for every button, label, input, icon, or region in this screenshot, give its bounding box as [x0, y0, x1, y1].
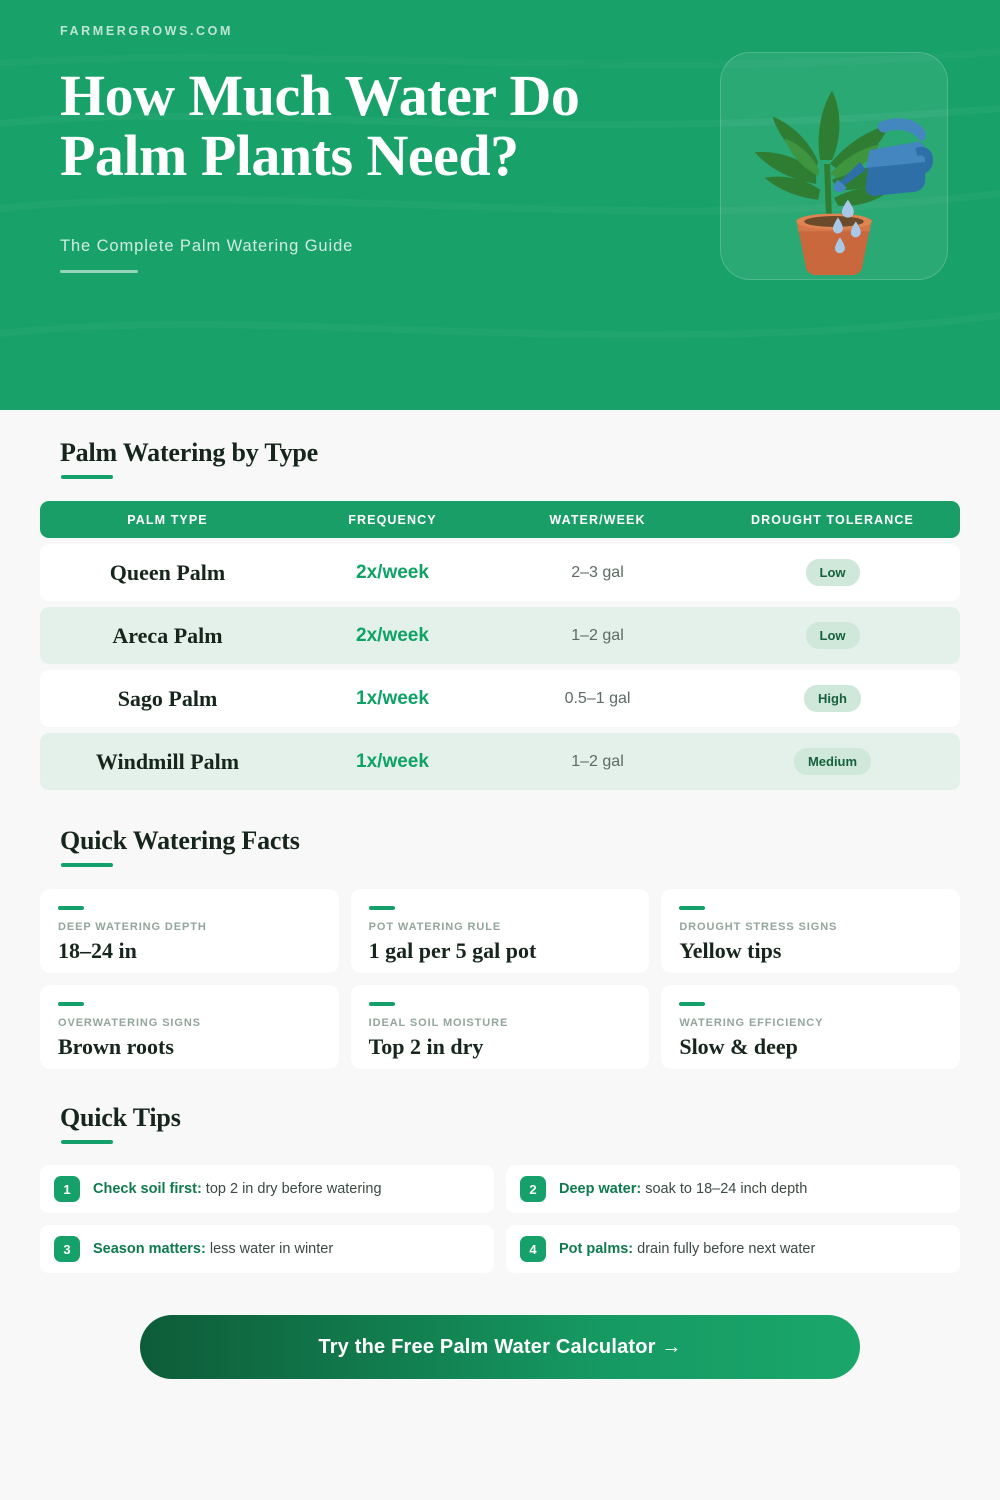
fact-label: DROUGHT STRESS SIGNS	[679, 921, 838, 933]
accent-dash-icon	[679, 906, 705, 910]
potted-palm-with-watering-can-icon	[721, 53, 947, 279]
fact-value: 1 gal per 5 gal pot	[368, 938, 537, 963]
cell-frequency: 1x/week	[356, 750, 429, 772]
cell-frequency: 2x/week	[356, 561, 429, 583]
accent-dash-icon	[58, 1002, 84, 1006]
fact-value: Top 2 in dry	[368, 1034, 484, 1059]
fact-label: POT WATERING RULE	[368, 921, 502, 933]
cell-palm-type: Sago Palm	[117, 685, 218, 711]
tip-title: Season matters:	[93, 1241, 206, 1257]
fact-card	[40, 889, 339, 973]
fact-value: 18–24 in	[58, 938, 137, 963]
hero-section	[0, 0, 1000, 410]
content-body	[0, 410, 1000, 1379]
cell-frequency: 1x/week	[356, 687, 429, 709]
site-name: FARMERGROWS.COM	[60, 24, 234, 38]
table-row	[40, 544, 960, 601]
tip-card	[40, 1225, 494, 1273]
status-badge: Low	[806, 622, 860, 649]
table-row	[40, 670, 960, 727]
table-row	[40, 733, 960, 790]
tip-body: top 2 in dry before watering	[201, 1181, 382, 1197]
cell-palm-type: Windmill Palm	[95, 748, 240, 774]
fact-label: IDEAL SOIL MOISTURE	[368, 1017, 509, 1029]
hero-underline	[60, 270, 138, 273]
column-header-palm-type: PALM TYPE	[127, 512, 208, 527]
tips-section	[40, 1103, 960, 1273]
tip-title: Deep water:	[559, 1181, 642, 1197]
fact-label: DEEP WATERING DEPTH	[58, 921, 207, 933]
accent-dash-icon	[369, 1002, 395, 1006]
fact-card	[661, 889, 960, 973]
facts-section	[40, 826, 960, 1069]
fact-card	[661, 985, 960, 1069]
fact-card	[351, 889, 650, 973]
tip-title: Check soil first:	[93, 1181, 202, 1197]
facts-grid	[40, 889, 960, 1069]
status-badge: Low	[806, 559, 860, 586]
tip-body: soak to 18–24 inch depth	[641, 1181, 808, 1197]
accent-dash-icon	[58, 906, 84, 910]
table-row	[40, 607, 960, 664]
column-header-water-per-week: WATER/WEEK	[549, 512, 646, 527]
facts-section-heading: Quick Watering Facts	[60, 826, 300, 855]
fact-value: Brown roots	[58, 1034, 174, 1059]
cell-palm-type: Areca Palm	[112, 622, 223, 648]
column-header-frequency: FREQUENCY	[348, 512, 437, 527]
cell-water: 0.5–1 gal	[564, 689, 631, 707]
fact-value: Slow & deep	[679, 1034, 798, 1059]
cell-water: 1–2 gal	[571, 752, 624, 770]
column-header-drought-tolerance: DROUGHT TOLERANCE	[751, 512, 914, 527]
tip-text	[93, 1181, 382, 1197]
tips-section-underline	[61, 1140, 113, 1144]
tip-text	[93, 1241, 333, 1257]
accent-dash-icon	[369, 906, 395, 910]
table-header-row	[40, 501, 960, 538]
cell-water: 1–2 gal	[571, 626, 624, 644]
tip-card	[506, 1165, 960, 1213]
cell-palm-type: Queen Palm	[109, 559, 226, 585]
fact-label: WATERING EFFICIENCY	[679, 1017, 824, 1029]
tip-card	[40, 1165, 494, 1213]
tip-number-badge: 1	[54, 1176, 80, 1202]
tip-title: Pot palms:	[559, 1241, 634, 1257]
palm-water-calculator-button[interactable]: Try the Free Palm Water Calculator →	[140, 1315, 860, 1379]
fact-label: OVERWATERING SIGNS	[58, 1017, 201, 1029]
tip-number-badge: 4	[520, 1236, 546, 1262]
tip-text	[559, 1241, 815, 1257]
page-title: How Much Water Do Palm Plants Need?	[60, 63, 580, 189]
tips-grid	[40, 1165, 960, 1273]
tips-section-heading: Quick Tips	[60, 1103, 181, 1132]
fact-card	[351, 985, 650, 1069]
fact-value: Yellow tips	[679, 938, 782, 963]
tip-card	[506, 1225, 960, 1273]
accent-dash-icon	[679, 1002, 705, 1006]
fact-card	[40, 985, 339, 1069]
palm-watering-illustration	[720, 52, 948, 280]
status-badge: High	[804, 685, 861, 712]
cell-frequency: 2x/week	[356, 624, 429, 646]
hero-subtitle: The Complete Palm Watering Guide	[60, 236, 354, 255]
tip-text	[559, 1181, 807, 1197]
tip-number-badge: 2	[520, 1176, 546, 1202]
tip-number-badge: 3	[54, 1236, 80, 1262]
facts-section-underline	[61, 863, 113, 867]
cell-water: 2–3 gal	[571, 563, 624, 581]
cta-section	[40, 1315, 960, 1379]
table-section-heading: Palm Watering by Type	[60, 438, 318, 467]
tip-body: drain fully before next water	[633, 1241, 816, 1257]
palm-watering-table	[40, 501, 960, 790]
tip-body: less water in winter	[205, 1241, 334, 1257]
table-section	[40, 410, 960, 790]
status-badge: Medium	[794, 748, 871, 775]
table-section-underline	[61, 475, 113, 479]
